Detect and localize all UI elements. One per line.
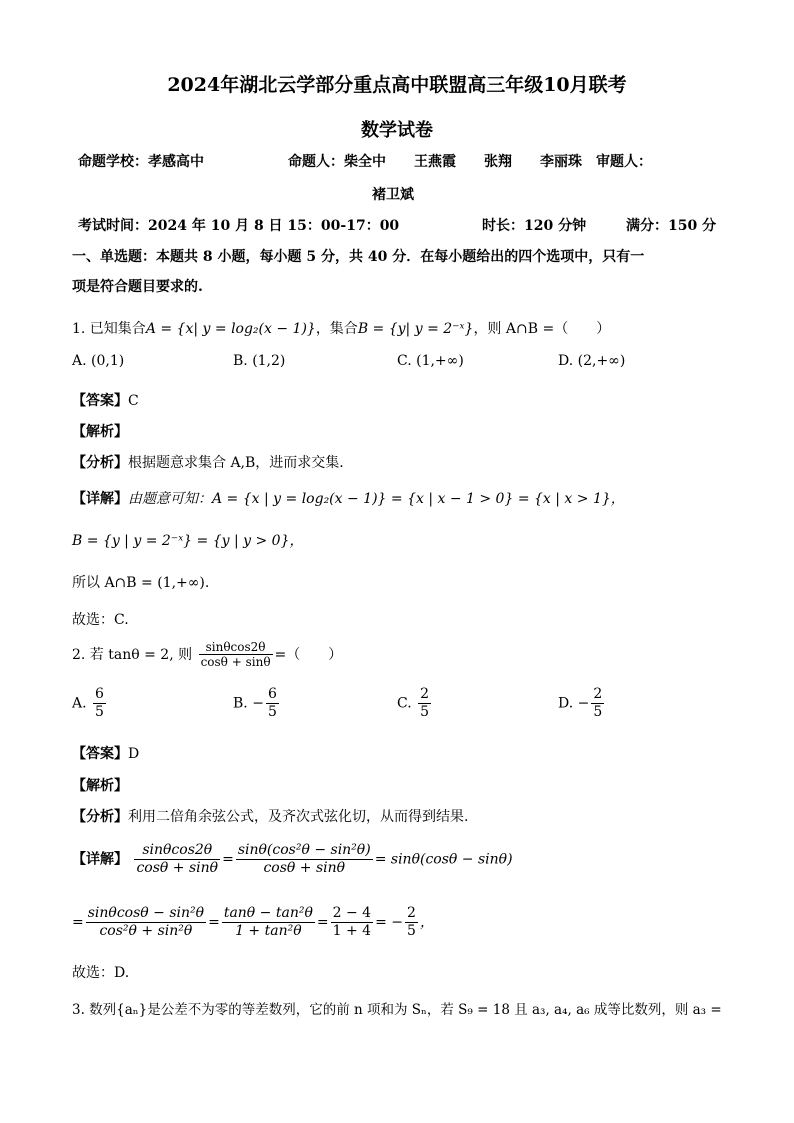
q2-option-d	[558, 686, 606, 721]
q2-option-a-frac	[93, 686, 106, 721]
q2-d2-frac	[236, 842, 373, 877]
meta-authors: 命题人：柴全中 王燕霞 张翔 李丽珠 审题人：	[288, 154, 652, 170]
q2-d2-den: cosθ + sinθ	[263, 859, 346, 876]
q2-option-d-frac	[591, 686, 604, 721]
q1-stem-b: ，集合	[315, 321, 358, 337]
section1-heading: 一、单选题：本题共 8 小题，每小题 5 分，共 40 分．在每小题给出的四个选项中，只有一	[72, 249, 645, 265]
q2-option-d-num: 2	[593, 686, 603, 702]
q2-d6-num: 2 − 4	[332, 905, 372, 921]
q2-option-b	[233, 686, 281, 721]
q2-option-c-num: 2	[420, 686, 430, 702]
q3-stem: 3. 数列{aₙ}是公差不为零的等差数列，它的前 n 项和为 Sₙ，若 S₉ = 18 且 a₃, a₄, a₆ 成等比数列，则 a₃ =	[72, 1002, 722, 1018]
q2-conclusion: 故选：D.	[72, 965, 130, 981]
q1-detail-tag: 【详解】	[72, 491, 128, 507]
q1-option-d: D. (2,+∞)	[558, 353, 626, 369]
meta-duration: 时长：120 分钟	[482, 218, 587, 234]
q1-option-a: A. (0,1)	[72, 353, 125, 369]
section1-heading-cont: 项是符合题目要求的.	[72, 279, 203, 295]
q1-stem-a: 1. 已知集合	[72, 321, 146, 337]
q2-d1-frac	[134, 842, 220, 877]
meta-reviewer: 褚卫斌	[372, 187, 414, 203]
q2-d1-num: sinθcos2θ	[134, 842, 220, 860]
q2-fenxi	[72, 806, 468, 826]
q2-d2-num: sinθ(cos²θ − sin²θ)	[237, 842, 371, 858]
q2-d6-frac	[331, 905, 373, 940]
q2-d5-num: tanθ − tan²θ	[223, 905, 313, 921]
q2-stem-fraction	[199, 640, 273, 670]
q2-d6-den: 1 + 4	[332, 922, 372, 939]
q2-d7-frac	[405, 905, 418, 940]
q2-option-b-frac	[266, 686, 279, 721]
q1-option-b: B. (1,2)	[233, 353, 286, 369]
q2-option-d-sign: −	[577, 695, 590, 712]
q2-d5-den: 1 + tan²θ	[235, 922, 302, 939]
q2-d7-num: 2	[407, 905, 416, 921]
q2-fenxi-text: 利用二倍角余弦公式，及齐次式弦化切，从而得到结果.	[128, 809, 469, 825]
q2-d4-num: sinθcosθ − sin²θ	[87, 905, 205, 921]
q2-detail-tag: 【详解】	[72, 851, 128, 868]
q2-stem-frac-den: cosθ + sinθ	[200, 655, 271, 670]
q2-stem-a: 2. 若 tanθ = 2, 则	[72, 646, 193, 663]
q2-option-a-label: A.	[72, 695, 87, 712]
q1-fenxi	[72, 452, 344, 472]
q1-fenxi-text: 根据题意求集合 A,B，进而求交集.	[128, 455, 344, 471]
q2-d4-frac	[86, 905, 206, 940]
q1-detail-line1	[72, 488, 625, 508]
q1-detail-text1: 由题意可知：A = {x | y = log₂(x − 1)} = {x | x − 1 > 0} = {x | x > 1}，	[128, 491, 625, 507]
q2-option-b-num: 6	[267, 686, 277, 702]
q2-analysis-tag: 【解析】	[72, 778, 128, 794]
meta-time: 考试时间：2024 年 10 月 8 日 15：00-17：00	[78, 218, 400, 234]
q1-answer-value: C	[128, 393, 139, 409]
q1-detail-line3: 所以 A∩B = (1,+∞).	[72, 575, 210, 591]
q1-fenxi-tag: 【分析】	[72, 455, 128, 471]
q2-option-b-sign: −	[252, 695, 264, 712]
q2-stem-b: =（ ）	[274, 646, 343, 663]
q1-set-a: A = {x| y = log₂(x − 1)}	[145, 321, 316, 337]
q2-option-c	[397, 686, 433, 721]
q2-option-b-den: 5	[267, 703, 277, 720]
q1-answer	[72, 390, 139, 410]
q2-option-a-num: 6	[95, 686, 104, 702]
q1-option-c: C. (1,+∞)	[397, 353, 464, 369]
q2-detail-line2: = $\frac{\text{sinθcosθ − sin²θ}}{\text{cos²θ + sin²θ}}$ = $\frac{\text{tanθ − tan²θ}}{\text{1 + tan²θ}}$ = $\frac{2 - 4}{1 + 4}$ = − $\frac{2}{5}$ ，	[72, 905, 434, 939]
exam-subtitle: 数学试卷	[361, 120, 433, 141]
q1-detail-line2: B = {y | y = 2⁻ˣ} = {y | y > 0}，	[72, 533, 304, 549]
q2-fenxi-tag: 【分析】	[72, 809, 128, 825]
exam-title: 2024年湖北云学部分重点高中联盟高三年级10月联考	[167, 74, 627, 96]
q2-option-d-label: D.	[558, 695, 574, 712]
q2-option-b-label: B.	[233, 695, 248, 712]
q2-option-d-den: 5	[593, 703, 603, 720]
q1-analysis-tag: 【解析】	[72, 424, 128, 440]
q2-stem-frac-num: sinθcos2θ	[199, 640, 273, 655]
q1-stem-c: ，则 A∩B =（ ）	[473, 321, 611, 337]
meta-full-score: 满分：150 分	[626, 218, 717, 234]
q2-option-c-frac	[418, 686, 431, 721]
q2-answer-tag: 【答案】	[72, 746, 128, 762]
q2-detail-line1: 【详解】 $\frac{\sin\theta\cos 2\theta}{\cos\theta + \sin\theta}$ = $\frac{\text{sinθ(cos²θ − sin²θ)}}{\cos\theta + \sin\theta}$ = sinθ(cosθ − sinθ)	[72, 842, 513, 876]
q2-d5-frac	[222, 905, 315, 940]
q1-set-b: B = {y| y = 2⁻ˣ}	[357, 321, 474, 337]
q2-answer-value: D	[128, 746, 140, 762]
q2-d3: = sinθ(cosθ − sinθ)	[374, 851, 513, 868]
q2-answer	[72, 743, 139, 763]
q2-option-c-den: 5	[420, 703, 430, 720]
q2-d1-den: cosθ + sinθ	[136, 859, 219, 876]
q1-answer-tag: 【答案】	[72, 393, 128, 409]
q2-d4-den: cos²θ + sin²θ	[99, 922, 193, 939]
q2-option-c-label: C.	[397, 695, 412, 712]
q2-stem	[72, 640, 342, 670]
meta-school: 命题学校：孝感高中	[78, 154, 204, 170]
q1-conclusion: 故选：C.	[72, 612, 129, 628]
q2-option-a-den: 5	[95, 703, 104, 720]
q2-d7-den: 5	[407, 922, 416, 939]
q1-stem	[72, 318, 610, 338]
q2-option-a	[72, 686, 108, 721]
